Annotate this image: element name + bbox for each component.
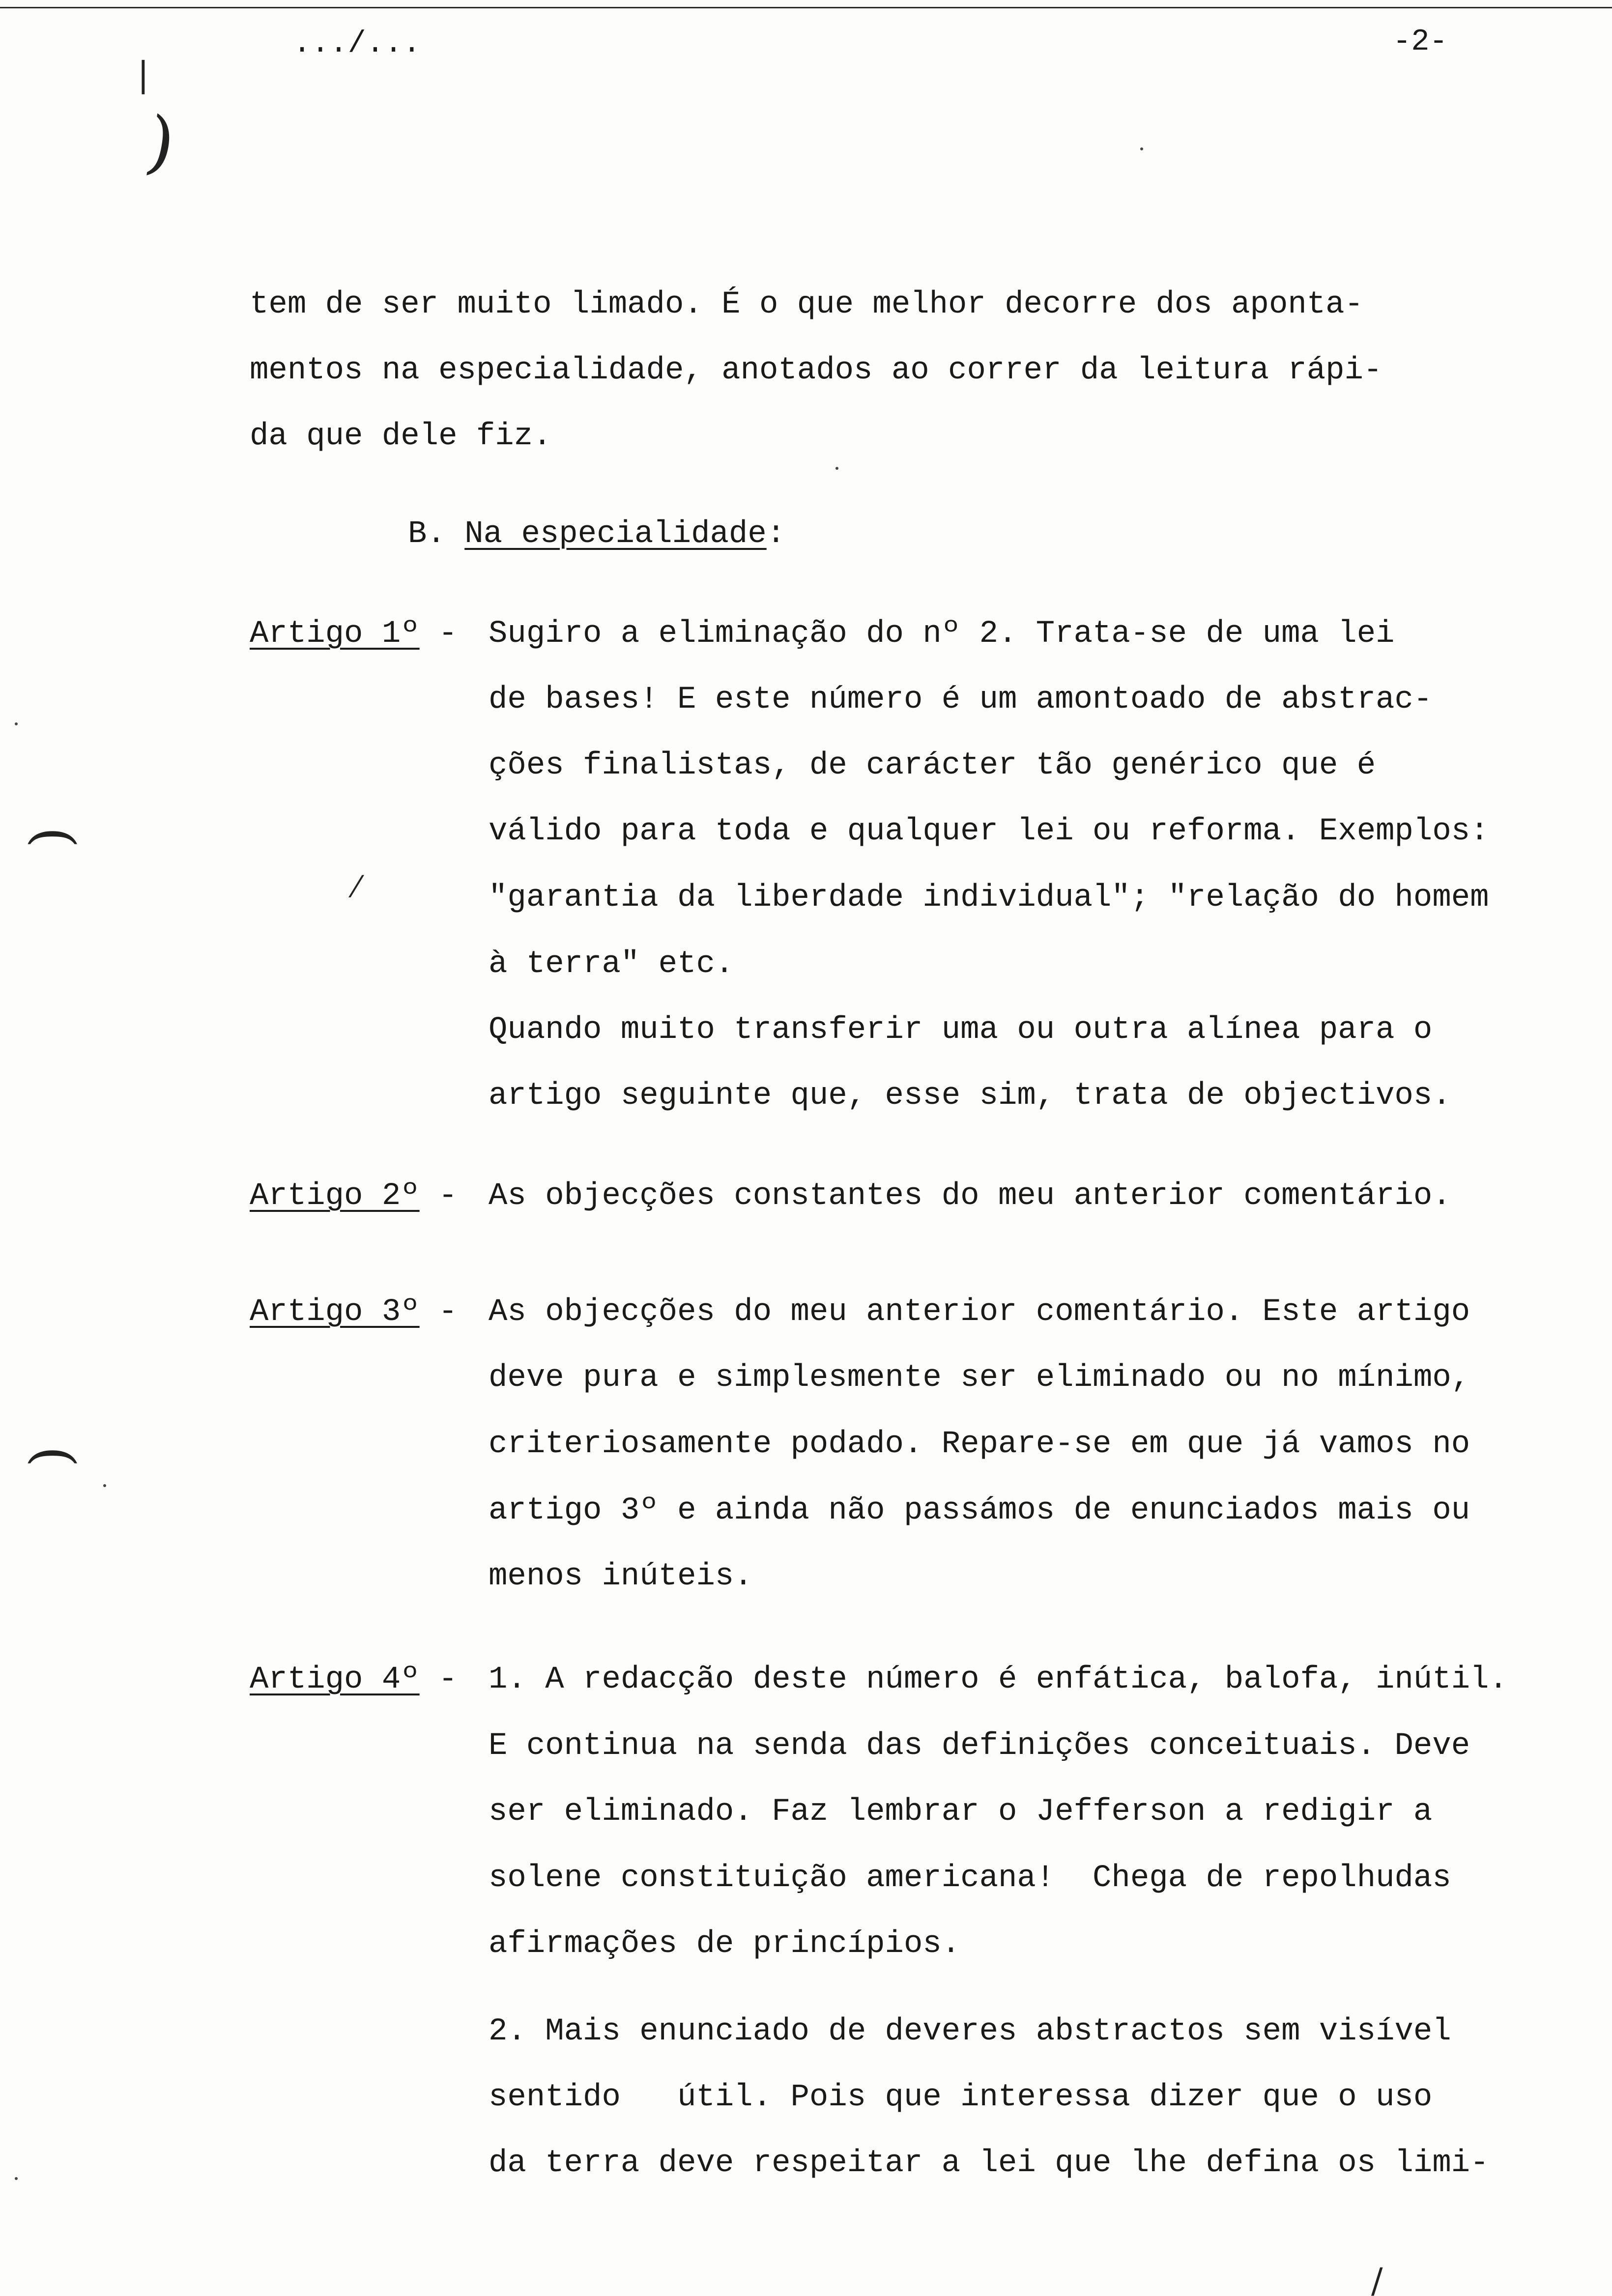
article-line: Sugiro a eliminação do nº 2. Trata-se de uma lei [489, 616, 1395, 652]
article-line: "garantia da liberdade individual"; "relação do homem [489, 880, 1489, 916]
article-line: As objecções do meu anterior comentário. Este artigo [489, 1294, 1470, 1330]
article-line: solene constituição americana! Chega de repolhudas [489, 1861, 1451, 1896]
intro-line: da que dele fiz. [250, 419, 552, 454]
article-label: Artigo 4º - [250, 1662, 458, 1697]
margin-mark: ( [23, 1446, 86, 1467]
intro-line: tem de ser muito limado. É o que melhor decorre dos aponta- [250, 287, 1363, 322]
article-line: afirmações de princípios. [489, 1926, 961, 1962]
margin-mark: ) [141, 101, 181, 185]
margin-mark: / [1371, 2261, 1383, 2296]
section-heading [408, 518, 785, 550]
article-line: ções finalistas, de carácter tão genérico que é [489, 748, 1376, 783]
intro-line: mentos na especialidade, anotados ao correr da leitura rápi- [250, 353, 1382, 388]
top-rule [0, 7, 1612, 8]
speck [15, 2177, 18, 2180]
speck [1140, 147, 1143, 150]
margin-mark: ❘ [129, 54, 158, 94]
margin-mark: ( [23, 827, 86, 848]
article-line: As objecções constantes do meu anterior comentário. [489, 1178, 1451, 1214]
article-line: E continua na senda das definições conceituais. Deve [489, 1728, 1470, 1764]
article-line: da terra deve respeitar a lei que lhe defina os limi- [489, 2146, 1489, 2181]
article-line: ser eliminado. Faz lembrar o Jefferson a redigir a [489, 1794, 1433, 1830]
section-suffix: : [766, 517, 786, 552]
page-number: -2- [1393, 24, 1448, 59]
article-line: de bases! E este número é um amontoado de abstrac- [489, 682, 1433, 718]
continuation-mark: .../... [293, 26, 421, 61]
article-line: 1. A redacção deste número é enfática, balofa, inútil. [489, 1662, 1508, 1697]
article-line: criteriosamente podado. Repare-se em que já vamos no [489, 1427, 1470, 1462]
article-line: 2. Mais enunciado de deveres abstractos sem visível [489, 2014, 1451, 2049]
article-line: menos inúteis. [489, 1559, 753, 1594]
speck [15, 722, 18, 725]
article-label: Artigo 3º - [250, 1294, 458, 1330]
article-line: válido para toda e qualquer lei ou reforma. Exemplos: [489, 814, 1489, 849]
article-line: artigo seguinte que, esse sim, trata de objectivos. [489, 1078, 1451, 1114]
article-line: deve pura e simplesmente ser eliminado ou no mínimo, [489, 1360, 1470, 1396]
section-title: Na especialidade [464, 517, 767, 552]
margin-mark: ⁄ [354, 870, 359, 904]
article-label: Artigo 1º - [250, 616, 458, 652]
section-prefix: B. [408, 517, 446, 552]
article-line: Quando muito transferir uma ou outra alínea para o [489, 1012, 1433, 1048]
speck [103, 1484, 106, 1487]
article-line: artigo 3º e ainda não passámos de enunciados mais ou [489, 1493, 1470, 1528]
article-line: à terra" etc. [489, 947, 734, 982]
article-line: sentido útil. Pois que interessa dizer que o uso [489, 2080, 1433, 2115]
speck [835, 467, 838, 470]
article-label: Artigo 2º - [250, 1178, 458, 1214]
